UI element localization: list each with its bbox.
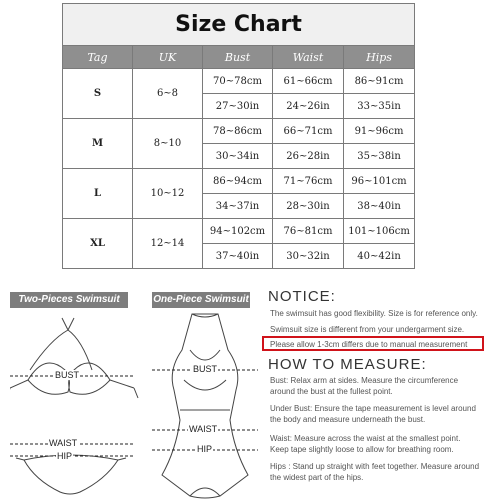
header-waist: Waist [273,46,344,69]
size-tag-cell: L [63,169,133,219]
waist-cm-cell: 66~71cm [273,119,344,144]
hips-instruction-line: the widest part of the hips. [270,473,364,482]
bust-cm-cell: 94~102cm [203,219,273,244]
waist-in-cell: 24~26in [273,94,344,119]
uk-size-cell: 6~8 [133,69,203,119]
hips-in-cell: 35~38in [344,144,415,169]
under-bust-instruction [270,403,476,425]
bust-cm-cell: 70~78cm [203,69,273,94]
header-hips: Hips [344,46,415,69]
header-bust: Bust [203,46,273,69]
waist-cm-cell: 61~66cm [273,69,344,94]
bust-instruction-line: Bust: Relax arm at sides. Measure the circumference [270,376,459,385]
bust-in-cell: 37~40in [203,244,273,269]
hips-cm-cell: 86~91cm [344,69,415,94]
chart-title: Size Chart [63,4,415,46]
bust-cm-cell: 78~86cm [203,119,273,144]
bust-instruction [270,375,458,397]
bust-in-cell: 27~30in [203,94,273,119]
size-tag-cell: M [63,119,133,169]
size-tag-cell: S [63,69,133,119]
waist-instruction [270,433,460,455]
header-tag: Tag [63,46,133,69]
uk-size-cell: 8~10 [133,119,203,169]
under-bust-instruction-line: Under Bust: Ensure the tape measurement is level around [270,404,476,413]
hips-in-cell: 33~35in [344,94,415,119]
hips-in-cell: 38~40in [344,194,415,219]
under-bust-instruction-line: the body and measure underneath the bust. [270,415,426,424]
hips-instruction [270,461,479,483]
bust-instruction-line: around the bust at the fullest point. [270,387,393,396]
two-piece-bust-label: BUST [55,370,80,380]
waist-cm-cell: 76~81cm [273,219,344,244]
waist-instruction-line: Keep tape slightly loose to allow for breathing room. [270,445,454,454]
one-piece-waist-label: WAIST [189,424,218,434]
notice-line-highlighted: Please allow 1-3cm differs due to manual measurement [270,340,468,349]
waist-cm-cell: 71~76cm [273,169,344,194]
notice-heading: NOTICE: [268,288,336,305]
bust-in-cell: 30~34in [203,144,273,169]
two-piece-waist-label: WAIST [49,438,78,448]
hips-cm-cell: 91~96cm [344,119,415,144]
header-uk: UK [133,46,203,69]
waist-in-cell: 30~32in [273,244,344,269]
uk-size-cell: 10~12 [133,169,203,219]
size-chart-table [62,3,415,269]
waist-instruction-line: Waist: Measure across the waist at the smallest point. [270,434,461,443]
bust-cm-cell: 86~94cm [203,169,273,194]
one-piece-illustration [150,310,260,500]
how-to-measure-heading: HOW TO MEASURE: [268,356,427,373]
two-piece-hip-label: HIP [57,451,73,461]
bust-in-cell: 34~37in [203,194,273,219]
one-piece-hip-label: HIP [197,444,213,454]
hips-instruction-line: Hips : Stand up straight with feet together. Measure around [270,462,480,471]
hips-cm-cell: 96~101cm [344,169,415,194]
waist-in-cell: 26~28in [273,144,344,169]
hips-cm-cell: 101~106cm [344,219,415,244]
size-tag-cell: XL [63,219,133,269]
one-piece-title: One-Piece Swimsuit [152,292,250,308]
two-piece-title: Two-Pieces Swimsuit [10,292,128,308]
uk-size-cell: 12~14 [133,219,203,269]
waist-in-cell: 28~30in [273,194,344,219]
bikini-illustration [10,310,140,500]
notice-line: The swimsuit has good flexibility. Size is for reference only. [270,309,478,318]
hips-in-cell: 40~42in [344,244,415,269]
one-piece-bust-label: BUST [193,364,218,374]
notice-line: Swimsuit size is different from your undergarment size. [270,325,465,334]
